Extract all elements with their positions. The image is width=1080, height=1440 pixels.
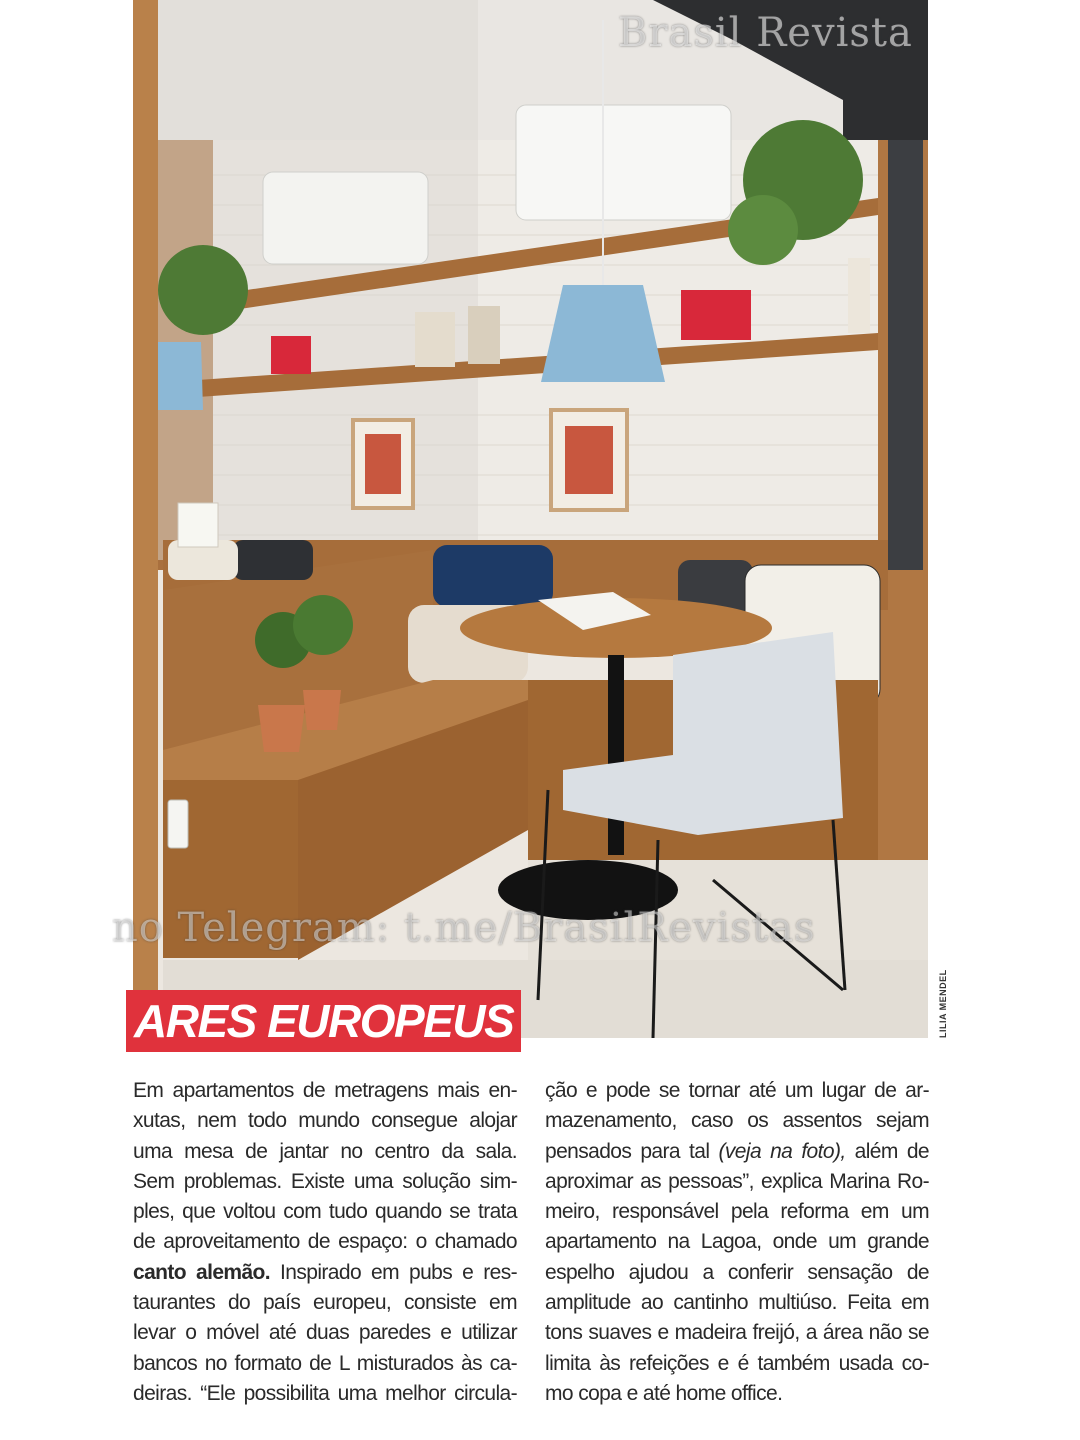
article-line: limita às refeições e é também usada co- [545, 1351, 929, 1375]
article-line: tons suaves e madeira freijó, a área não se [545, 1321, 929, 1345]
article-line: bancos no formato de L misturados às ca- [133, 1351, 517, 1375]
article-line: uma mesa de jantar no centro da sala. [133, 1139, 517, 1163]
article-line: levar o móvel até duas paredes e utilizar [133, 1321, 517, 1345]
interior-photo [133, 0, 928, 1038]
term-highlight: canto alemão. [133, 1260, 271, 1284]
dining-nook-illustration [133, 0, 928, 1038]
article-line: taurantes do país europeu, consiste em [133, 1291, 517, 1315]
article-column-left [133, 1076, 517, 1409]
photo-credit: LILIA MENDEL [938, 969, 948, 1038]
article-line: de aproveitamento de espaço: o chamado [133, 1230, 517, 1254]
watermark-middle: no Telegram: t.me/BrasilRevistas [112, 905, 816, 951]
photo-reference: (veja na foto), [718, 1139, 846, 1163]
article-line: apartamento na Lagoa, onde um grande [545, 1230, 929, 1254]
article-line: meiro, responsável pela reforma em um [545, 1200, 929, 1224]
article-line: canto alemão. Inspirado em pubs e res- [133, 1260, 518, 1284]
article-line: aproximar as pessoas”, explica Marina Ro- [545, 1169, 929, 1193]
article-line: mazenamento, caso os assentos sejam [545, 1109, 929, 1133]
red-art-book-icon [681, 290, 751, 340]
watermark-top: Brasil Revista [618, 10, 913, 56]
headline-banner [126, 990, 521, 1052]
article-line: deiras. “Ele possibilita uma melhor circula- [133, 1381, 517, 1405]
article-line: amplitude ao cantinho multiúso. Feita em [545, 1291, 929, 1315]
wood-pillar-left [133, 0, 158, 1038]
article-line: Sem problemas. Existe uma solução sim- [133, 1169, 517, 1193]
article-line: espelho ajudou a conferir sensação de [545, 1260, 929, 1284]
article-column-right [545, 1076, 929, 1409]
article-line: ção e pode se tornar até um lugar de ar- [545, 1079, 929, 1102]
article-line: ples, que voltou com tudo quando se trata [133, 1200, 517, 1224]
article-line: pensados para tal (veja na foto), além de [545, 1139, 929, 1163]
article-line: xutas, nem todo mundo consegue alojar [133, 1109, 517, 1133]
article-line: mo copa e até home office. [545, 1381, 783, 1405]
headline: ARES EUROPEUS [134, 995, 514, 1047]
article-line: Em apartamentos de metragens mais en- [133, 1079, 517, 1102]
